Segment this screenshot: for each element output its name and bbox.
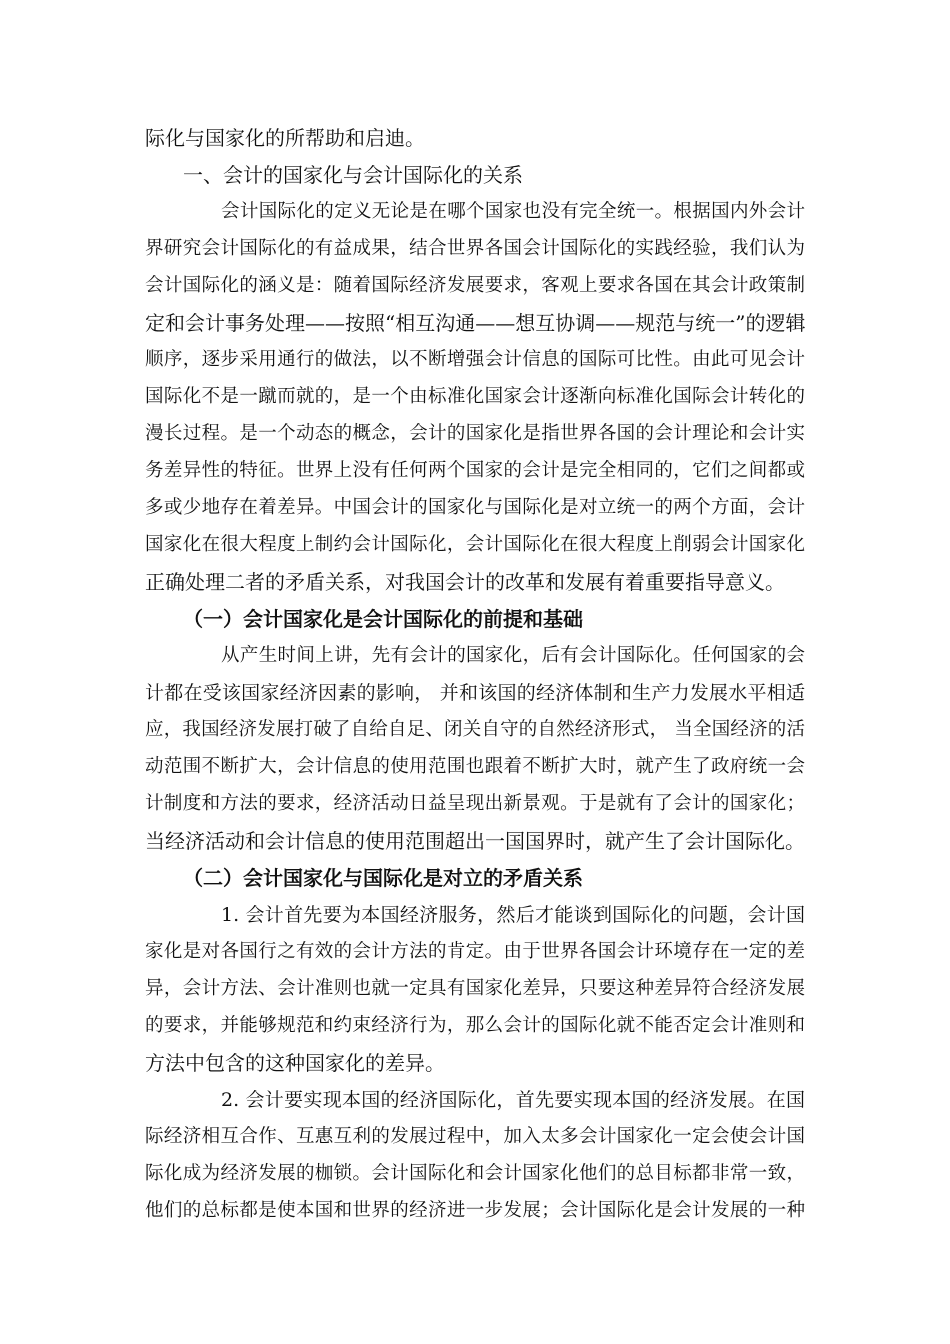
paragraph-line: 的要求，并能够规范和约束经济行为，那么会计的国际化就不能否定会计准则和 — [145, 1015, 805, 1036]
paragraph-line: 计都在受该国家经济因素的影响， 并和该国的经济体制和生产力发展水平相适 — [145, 682, 805, 704]
section-heading: 一、会计的国家化与会计国际化的关系 — [183, 163, 523, 187]
paragraph-line: 1. 会计首先要为本国经济服务，然后才能谈到国际化的问题，会计国 — [221, 904, 805, 926]
paragraph-line: 国际化不是一蹴而就的，是一个由标准化国家会计逐渐向标准化国际会计转化的 — [145, 386, 805, 407]
paragraph-line: 定和会计事务处理——按照“相互沟通——想互协调——规范与统一”的逻辑 — [145, 311, 806, 335]
paragraph-line: 他们的总标都是使本国和世界的经济进一步发展；会计国际化是会计发展的一种 — [145, 1200, 805, 1221]
paragraph-line: 计制度和方法的要求，经济活动日益呈现出新景观。于是就有了会计的国家化； — [145, 793, 805, 814]
paragraph-line: 际经济相互合作、互惠互利的发展过程中，加入太多会计国家化一定会使会计国 — [145, 1126, 805, 1147]
paragraph-line: 从产生时间上讲，先有会计的国家化，后有会计国际化。任何国家的会 — [221, 645, 805, 666]
subsection-heading: （一）会计国家化是会计国际化的前提和基础 — [183, 607, 583, 631]
paragraph-line: 国家化在很大程度上制约会计国际化，会计国际化在很大程度上削弱会计国家化 — [145, 534, 805, 555]
paragraph-line: 顺序，逐步采用通行的做法，以不断增强会计信息的国际可比性。由此可见会计 — [145, 349, 805, 370]
paragraph-line: 漫长过程。是一个动态的概念，会计的国家化是指世界各国的会计理论和会计实 — [145, 423, 805, 444]
paragraph-line: 会计国际化的涵义是：随着国际经济发展要求，客观上要求各国在其会计政策制 — [145, 275, 805, 296]
paragraph-line: 应，我国经济发展打破了自给自足、闭关自守的自然经济形式， 当全国经济的活 — [145, 719, 805, 740]
paragraph-line: 动范围不断扩大，会计信息的使用范围也跟着不断扩大时，就产生了政府统一会 — [145, 756, 805, 777]
paragraph-line: 多或少地存在着差异。中国会计的国家化与国际化是对立统一的两个方面，会计 — [145, 497, 805, 518]
paragraph-line: 会计国际化的定义无论是在哪个国家也没有完全统一。根据国内外会计 — [221, 201, 805, 222]
paragraph-line: 家化是对各国行之有效的会计方法的肯定。由于世界各国会计环境存在一定的差 — [145, 941, 805, 962]
paragraph-line: 方法中包含的这种国家化的差异。 — [145, 1051, 445, 1075]
paragraph-line: 际化成为经济发展的枷锁。会计国际化和会计国家化他们的总目标都非常一致， — [145, 1163, 805, 1184]
paragraph-line: 异，会计方法、会计准则也就一定具有国家化差异，只要这种差异符合经济发展 — [145, 978, 805, 999]
subsection-heading: （二）会计国家化与国际化是对立的矛盾关系 — [183, 866, 583, 890]
paragraph-line: 务差异性的特征。世界上没有任何两个国家的会计是完全相同的，它们之间都或 — [145, 460, 805, 481]
paragraph-line: 界研究会计国际化的有益成果，结合世界各国会计国际化的实践经验，我们认为 — [145, 238, 805, 259]
paragraph-line: 正确处理二者的矛盾关系，对我国会计的改革和发展有着重要指导意义。 — [145, 570, 785, 594]
paragraph-line: 当经济活动和会计信息的使用范围超出一国国界时，就产生了会计国际化。 — [145, 829, 805, 853]
paragraph-line: 2. 会计要实现本国的经济国际化，首先要实现本国的经济发展。在国 — [221, 1089, 805, 1111]
text-line: 际化与国家化的所帮助和启迪。 — [145, 126, 425, 150]
